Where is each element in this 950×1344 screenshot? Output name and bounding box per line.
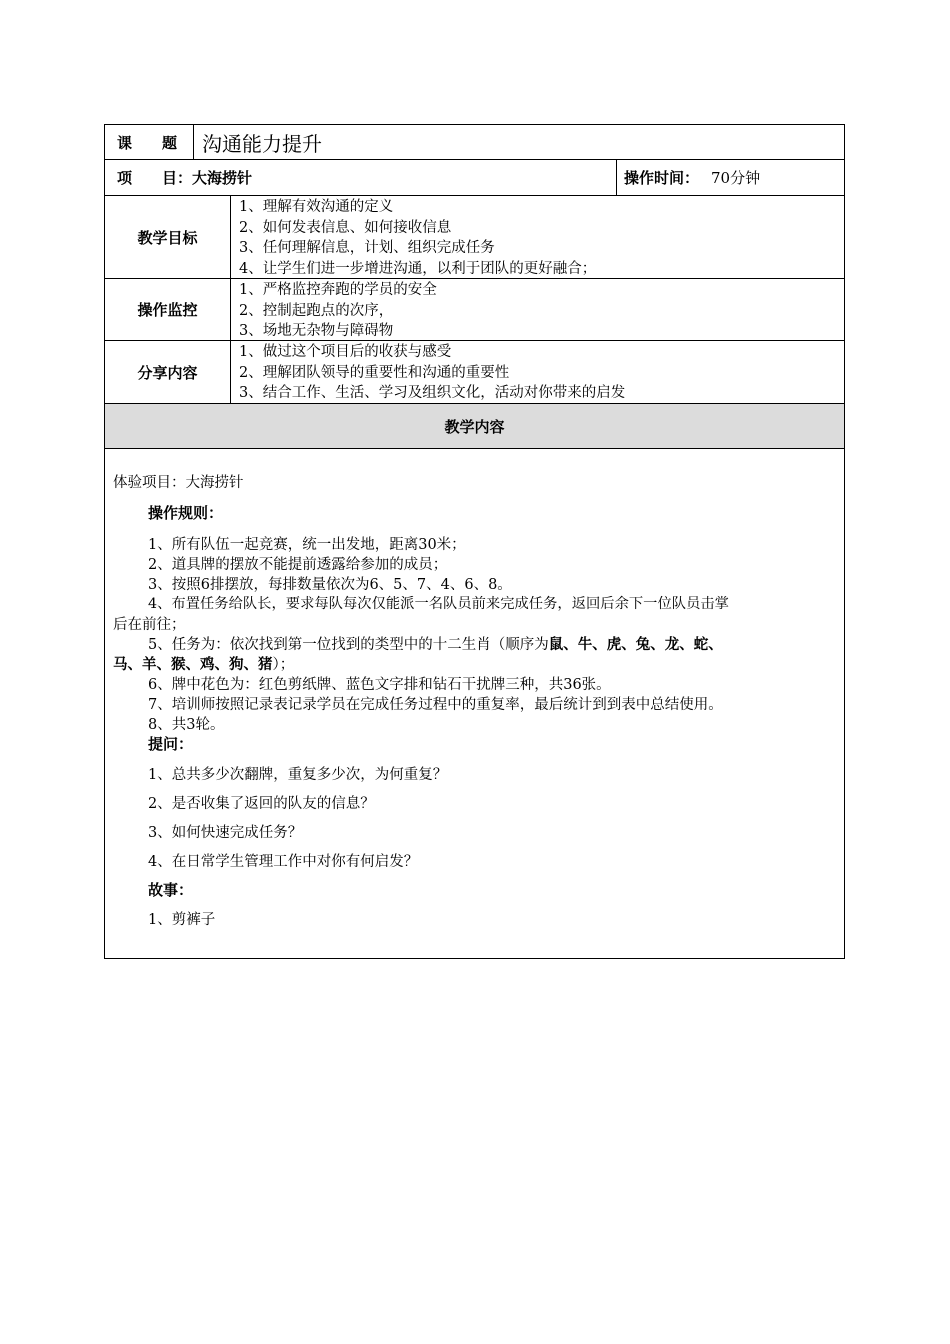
list-item: 4、让学生们进一步增进沟通，以利于团队的更好融合； — [239, 260, 597, 277]
rule-item: 8、共3轮。 — [148, 717, 225, 733]
time-label: 操作时间： — [624, 169, 700, 187]
sharing-content-row — [105, 341, 844, 404]
project-name: 大海捞针 — [192, 169, 253, 187]
operation-monitor-row — [105, 279, 844, 341]
list-item: 1、做过这个项目后的收获与感受 — [239, 344, 452, 360]
list-item: 2、理解团队领导的重要性和沟通的重要性 — [239, 364, 510, 381]
zodiac-order-part2: 马、羊、猴、鸡、狗、猪 — [113, 657, 273, 673]
rules-heading: 操作规则： — [148, 504, 224, 522]
teaching-content-heading: 教学内容 — [105, 404, 844, 449]
question-item: 1、总共多少次翻牌，重复多少次，为何重复？ — [148, 767, 448, 783]
rule-text: ）； — [272, 657, 295, 673]
rule-item: 6、牌中花色为：红色剪纸牌、蓝色文字排和钻石干扰牌三种，共36张。 — [148, 677, 611, 693]
operation-monitor-list — [231, 279, 844, 340]
rule-item: 4、布置任务给队长，要求每队每次仅能派一名队员前来完成任务，返回后余下一位队员击掌 — [148, 596, 729, 612]
story-item: 1、剪裤子 — [148, 912, 216, 928]
rule-item: 2、道具牌的摆放不能提前透露给参加的成员； — [148, 557, 448, 573]
list-item: 2、如何发表信息、如何接收信息 — [239, 219, 452, 236]
list-item: 3、结合工作、生活、学习及组织文化，活动对你带来的启发 — [239, 385, 626, 401]
lesson-plan-table — [104, 124, 845, 959]
project-label: 项 目： — [117, 169, 193, 187]
list-item: 3、场地无杂物与障碍物 — [239, 323, 394, 339]
list-item: 1、理解有效沟通的定义 — [239, 199, 394, 215]
sharing-content-list — [231, 341, 844, 403]
operation-monitor-label: 操作监控 — [105, 279, 231, 340]
topic-row — [105, 125, 844, 160]
time-cell — [617, 160, 844, 195]
question-item: 4、在日常学生管理工作中对你有何启发？ — [148, 854, 419, 870]
teaching-goals-label: 教学目标 — [105, 196, 231, 278]
topic-title: 沟通能力提升 — [202, 131, 322, 156]
rule-item — [148, 633, 723, 654]
time-value: 70分钟 — [711, 169, 761, 187]
rule-item: 3、按照6排摆放，每排数量依次为6、5、7、4、6、8。 — [148, 577, 512, 593]
question-item: 3、如何快速完成任务？ — [148, 825, 303, 841]
list-item: 3、任何理解信息，计划、组织完成任务 — [239, 240, 495, 256]
teaching-content-body — [105, 449, 844, 958]
topic-label: 课 题 — [105, 125, 194, 159]
question-item: 2、是否收集了返回的队友的信息？ — [148, 796, 375, 812]
rule-item: 7、培训师按照记录表记录学员在完成任务过程中的重复率，最后统计到到表中总结使用。 — [148, 697, 723, 713]
project-row — [105, 160, 844, 196]
story-heading: 故事： — [148, 881, 194, 899]
zodiac-order-part1: 鼠、牛、虎、兔、龙、蛇、 — [548, 637, 723, 653]
project-cell — [105, 160, 617, 195]
rule-text: 5、任务为：依次找到第一位找到的类型中的十二生肖（顺序为 — [148, 637, 549, 653]
experience-project: 体验项目：大海捞针 — [113, 475, 244, 491]
list-item: 2、控制起跑点的次序， — [239, 302, 394, 319]
questions-heading: 提问： — [148, 735, 194, 753]
rule-item-continued — [113, 653, 294, 674]
rule-item-continued: 后在前往； — [113, 617, 186, 633]
teaching-goals-list — [231, 196, 844, 278]
sharing-content-label: 分享内容 — [105, 341, 231, 403]
rule-item: 1、所有队伍一起竞赛，统一出发地，距离30米； — [148, 537, 466, 553]
teaching-goals-row — [105, 196, 844, 279]
list-item: 1、严格监控奔跑的学员的安全 — [239, 282, 437, 298]
